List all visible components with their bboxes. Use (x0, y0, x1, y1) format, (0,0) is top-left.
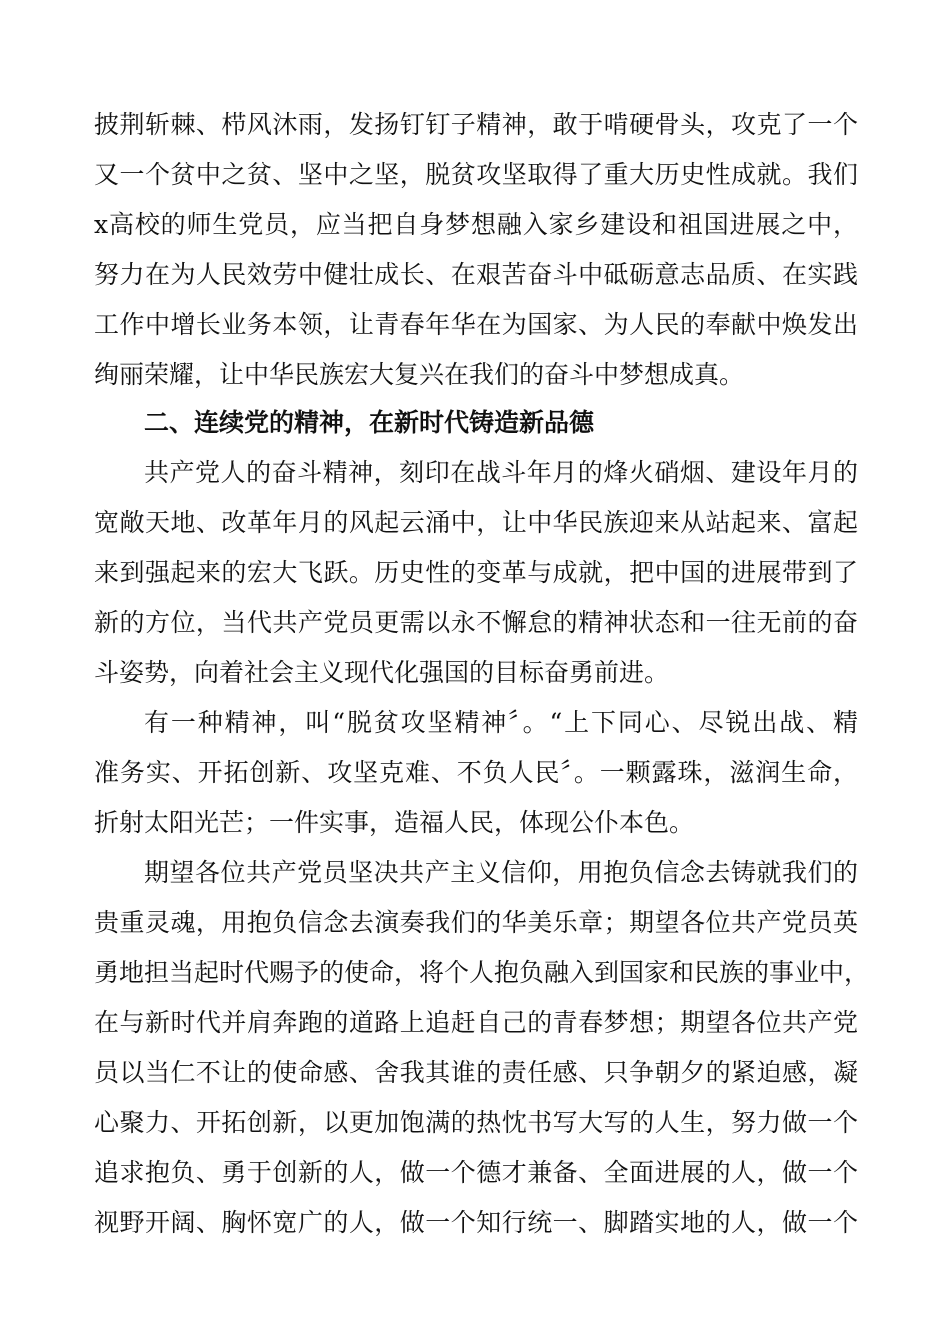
paragraph-4-line-5: 员以当仁不让的使命感、舍我其谁的责任感、只争朝夕的紧迫感，凝 (94, 1058, 858, 1087)
paragraph-1-line-1: 披荆斩棘、栉风沐雨，发扬钉钉子精神，敢于啃硬骨头，攻克了一个 (94, 110, 858, 139)
section-heading: 二、连续党的精神，在新时代铸造新品德 (144, 408, 595, 437)
paragraph-2-line-2: 宽敞天地、改革年月的风起云涌中，让中华民族迎来从站起来、富起 (94, 508, 858, 537)
paragraph-4-line-1: 期望各位共产党员坚决共产主义信仰，用抱负信念去铸就我们的 (144, 858, 858, 887)
paragraph-4-line-6: 心聚力、开拓创新，以更加饱满的热忱书写大写的人生，努力做一个 (94, 1108, 858, 1137)
paragraph-2-line-5: 斗姿势，向着社会主义现代化强国的目标奋勇前进。 (94, 658, 670, 687)
paragraph-1-line-6: 绚丽荣耀，让中华民族宏大复兴在我们的奋斗中梦想成真。 (94, 360, 745, 389)
paragraph-2-line-3: 来到强起来的宏大飞跃。历史性的变革与成就，把中国的进展带到了 (94, 558, 858, 587)
paragraph-3-line-2: 准务实、开拓创新、攻坚克难、不负人民〞。一颗露珠，滋润生命， (94, 758, 858, 787)
paragraph-3-line-3: 折射太阳光芒；一件实事，造福人民，体现公仆本色。 (94, 808, 695, 837)
paragraph-2-line-4: 新的方位，当代共产党员更需以永不懈怠的精神状态和一往无前的奋 (94, 608, 858, 637)
paragraph-1-line-3: x高校的师生党员，应当把自身梦想融入家乡建设和祖国进展之中， (94, 210, 858, 239)
paragraph-1-line-5: 工作中增长业务本领，让青春年华在为国家、为人民的奉献中焕发出 (94, 310, 858, 339)
paragraph-2-line-1: 共产党人的奋斗精神，刻印在战斗年月的烽火硝烟、建设年月的 (144, 458, 858, 487)
paragraph-1-line-4: 努力在为人民效劳中健壮成长、在艰苦奋斗中砥砺意志品质、在实践 (94, 260, 858, 289)
paragraph-4-line-2: 贵重灵魂，用抱负信念去演奏我们的华美乐章；期望各位共产党员英 (94, 908, 858, 937)
paragraph-4-line-8: 视野开阔、胸怀宽广的人，做一个知行统一、脚踏实地的人，做一个 (94, 1208, 858, 1237)
paragraph-4-line-7: 追求抱负、勇于创新的人，做一个德才兼备、全面进展的人，做一个 (94, 1158, 858, 1187)
paragraph-4-line-3: 勇地担当起时代赐予的使命，将个人抱负融入到国家和民族的事业中， (94, 958, 870, 987)
paragraph-1-line-2: 又一个贫中之贫、坚中之坚，脱贫攻坚取得了重大历史性成就。我们 (94, 160, 858, 189)
paragraph-4-line-4: 在与新时代并肩奔跑的道路上追赶自己的青春梦想；期望各位共产党 (94, 1008, 858, 1037)
paragraph-3-line-1: 有一种精神，叫“脱贫攻坚精神〞。“上下同心、尽锐出战、精 (144, 708, 858, 737)
